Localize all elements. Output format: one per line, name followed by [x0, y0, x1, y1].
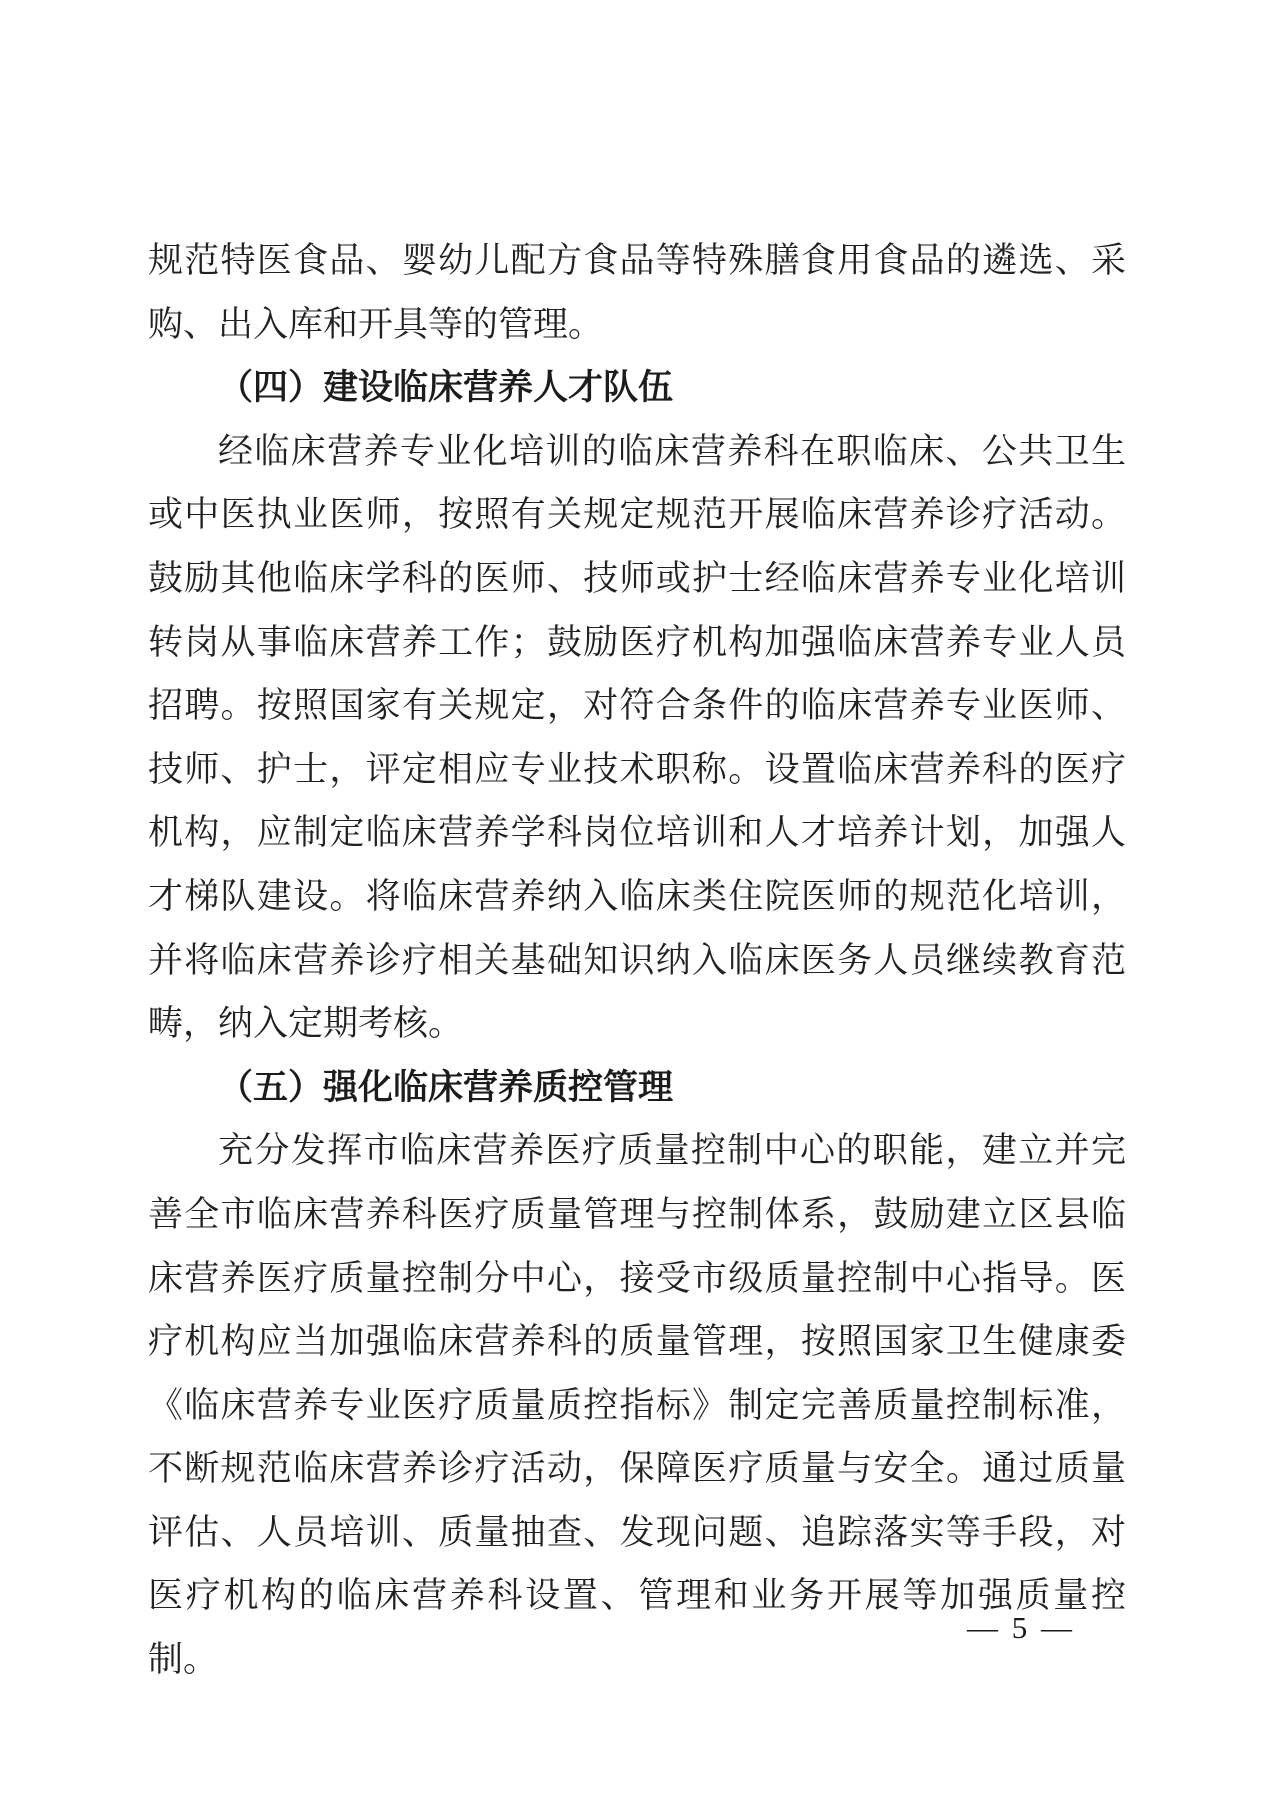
body-paragraph: 充分发挥市临床营养医疗质量控制中心的职能，建立并完善全市临床营养科医疗质量管理与控制体系，鼓励建立区县临床营养医疗质量控制分中心，接受市级质量控制中心指导。医疗机构应当加强临床营养科的质量管理，按照国家卫生健康委《临床营养专业医疗质量质控指标》制定完善质量控制标准，不断规范临床营养诊疗活动，保障医疗质量与安全。通过质量评估、人员培训、质量抽查、发现问题、追踪落实等手段，对医疗机构的临床营养科设置、管理和业务开展等加强质量控制。	[148, 1131, 1126, 1680]
section-heading: （五）强化临床营养质控管理	[218, 1067, 674, 1107]
body-paragraph: 经临床营养专业化培训的临床营养科在职临床、公共卫生或中医执业医师，按照有关规定规范开展临床营养诊疗活动。鼓励其他临床学科的医师、技师或护士经临床营养专业化培训转岗从事临床营养工作；鼓励医疗机构加强临床营养专业人员招聘。按照国家有关规定，对符合条件的临床营养专业医师、技师、护士，评定相应专业技术职称。设置临床营养科的医疗机构，应制定临床营养学科岗位培训和人才培养计划，加强人才梯队建设。将临床营养纳入临床类住院医师的规范化培训，并将临床营养诊疗相关基础知识纳入临床医务人员继续教育范畴，纳入定期考核。	[148, 431, 1126, 1044]
body-paragraph: 规范特医食品、婴幼儿配方食品等特殊膳食用食品的遴选、采购、出入库和开具等的管理。	[148, 241, 1126, 344]
document-body	[148, 229, 1126, 1692]
section-heading: （四）建设临床营养人才队伍	[218, 368, 674, 408]
page-number: — 5 —	[967, 1610, 1075, 1645]
